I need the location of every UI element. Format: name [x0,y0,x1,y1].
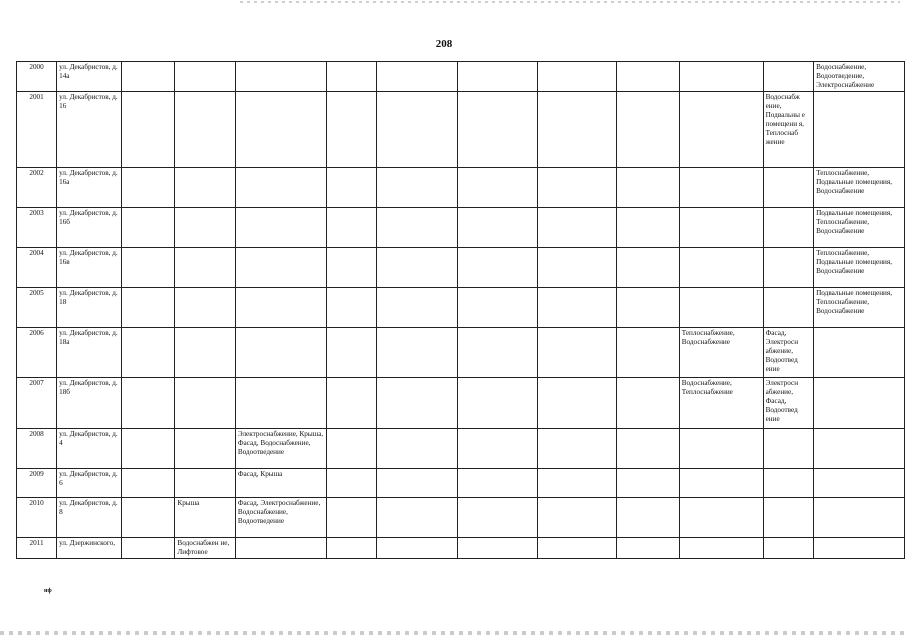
cell-col6 [376,538,457,559]
cell-col8 [538,248,617,288]
cell-col2 [122,208,175,248]
row-number: 2011 [17,538,57,559]
cell-col11: Водоснабж ение, Подвальны е помещени я, Теплоснаб жение [763,92,814,168]
row-number: 2007 [17,378,57,429]
cell-col9 [617,498,680,538]
cell-col12: Теплоснабжение, Подвальные помещения, Водоснабжение [814,248,905,288]
cell-col10 [679,62,763,92]
cell-col11 [763,208,814,248]
cell-col8 [538,92,617,168]
scan-artifact-top [240,1,900,3]
cell-col5 [326,208,376,248]
cell-col4 [235,208,326,248]
cell-col2 [122,328,175,378]
row-number: 2001 [17,92,57,168]
table-row [17,378,905,429]
address-cell: ул. Декабристов, д. 8 [57,498,122,538]
page-number: 208 [435,38,453,50]
cell-col10 [679,469,763,498]
cell-col3 [175,62,235,92]
cell-col10 [679,248,763,288]
table-row [17,328,905,378]
table-row [17,208,905,248]
cell-col8 [538,429,617,469]
cell-col10 [679,208,763,248]
cell-col5 [326,538,376,559]
cell-col11: Фасад, Электросн абжение, Водоотвед ение [763,328,814,378]
cell-col4: Фасад, Электроснабжение, Водоснабжение, Водоотведение [235,498,326,538]
cell-col9 [617,62,680,92]
footer-mark: нф [44,588,52,594]
cell-col12 [814,498,905,538]
cell-col9 [617,168,680,208]
cell-col5 [326,92,376,168]
row-number: 2003 [17,208,57,248]
cell-col6 [376,168,457,208]
cell-col6 [376,469,457,498]
cell-col3 [175,378,235,429]
cell-col5 [326,378,376,429]
cell-col5 [326,469,376,498]
cell-col4: Электроснабжение, Крыша, Фасад, Водоснабжение, Водоотведение [235,429,326,469]
cell-col4 [235,62,326,92]
cell-col3: Водоснабжен ие, Лифтовое [175,538,235,559]
table-row [17,92,905,168]
cell-col10 [679,288,763,328]
cell-col11 [763,248,814,288]
table-row [17,498,905,538]
cell-col3 [175,429,235,469]
cell-col8 [538,62,617,92]
address-cell: ул. Дзержинского, [57,538,122,559]
table-row [17,538,905,559]
cell-col2 [122,469,175,498]
cell-col7 [457,469,538,498]
cell-col8 [538,168,617,208]
address-cell: ул. Декабристов, д. 18а [57,328,122,378]
cell-col7 [457,378,538,429]
cell-col11 [763,429,814,469]
row-number: 2006 [17,328,57,378]
scan-artifact-bottom [0,631,905,635]
cell-col5 [326,328,376,378]
cell-col7 [457,538,538,559]
cell-col11 [763,538,814,559]
table-row [17,469,905,498]
cell-col12: Подвальные помещения, Теплоснабжение, Водоснабжение [814,208,905,248]
row-number: 2000 [17,62,57,92]
cell-col8 [538,469,617,498]
cell-col8 [538,288,617,328]
cell-col6 [376,429,457,469]
cell-col3 [175,168,235,208]
row-number: 2005 [17,288,57,328]
cell-col2 [122,538,175,559]
address-cell: ул. Декабристов, д. 6 [57,469,122,498]
table-row [17,168,905,208]
table-row [17,62,905,92]
cell-col12: Подвальные помещения, Теплоснабжение, Водоснабжение [814,288,905,328]
cell-col4 [235,92,326,168]
cell-col7 [457,328,538,378]
cell-col3 [175,208,235,248]
cell-col11 [763,469,814,498]
cell-col9 [617,288,680,328]
cell-col9 [617,248,680,288]
cell-col12 [814,378,905,429]
cell-col11 [763,498,814,538]
row-number: 2008 [17,429,57,469]
row-number: 2009 [17,469,57,498]
cell-col7 [457,168,538,208]
cell-col12 [814,469,905,498]
table-row [17,429,905,469]
cell-col5 [326,248,376,288]
cell-col10 [679,538,763,559]
cell-col10 [679,498,763,538]
cell-col4 [235,378,326,429]
cell-col3 [175,92,235,168]
cell-col10 [679,429,763,469]
cell-col3 [175,248,235,288]
cell-col5 [326,62,376,92]
row-number: 2010 [17,498,57,538]
cell-col12: Водоснабжение, Водоотведение, Электроснабжение [814,62,905,92]
cell-col8 [538,208,617,248]
cell-col4: Фасад, Крыша [235,469,326,498]
cell-col9 [617,538,680,559]
cell-col3 [175,328,235,378]
cell-col3 [175,469,235,498]
cell-col3: Крыша [175,498,235,538]
cell-col7 [457,62,538,92]
cell-col12 [814,429,905,469]
cell-col6 [376,208,457,248]
table-row [17,248,905,288]
cell-col12 [814,328,905,378]
cell-col4 [235,538,326,559]
cell-col2 [122,248,175,288]
table-row [17,288,905,328]
cell-col8 [538,538,617,559]
cell-col11 [763,62,814,92]
address-cell: ул. Декабристов, д. 18 [57,288,122,328]
cell-col11 [763,288,814,328]
cell-col8 [538,378,617,429]
cell-col9 [617,469,680,498]
row-number: 2002 [17,168,57,208]
cell-col6 [376,288,457,328]
cell-col6 [376,248,457,288]
cell-col9 [617,429,680,469]
cell-col5 [326,168,376,208]
cell-col11: Электросн абжение, Фасад, Водоотвед ение [763,378,814,429]
cell-col10: Теплоснабжение, Водоснабжение [679,328,763,378]
cell-col10: Водоснабжение, Теплоснабжение [679,378,763,429]
cell-col6 [376,498,457,538]
cell-col2 [122,498,175,538]
cell-col5 [326,429,376,469]
cell-col12 [814,538,905,559]
cell-col6 [376,378,457,429]
address-cell: ул. Декабристов, д. 16в [57,248,122,288]
cell-col4 [235,328,326,378]
cell-col7 [457,429,538,469]
cell-col8 [538,498,617,538]
cell-col6 [376,328,457,378]
cell-col7 [457,208,538,248]
address-cell: ул. Декабристов, д. 14а [57,62,122,92]
cell-col7 [457,498,538,538]
address-cell: ул. Декабристов, д. 16б [57,208,122,248]
address-cell: ул. Декабристов, д. 18б [57,378,122,429]
cell-col9 [617,328,680,378]
address-cell: ул. Декабристов, д. 16а [57,168,122,208]
cell-col10 [679,168,763,208]
cell-col2 [122,168,175,208]
cell-col9 [617,92,680,168]
cell-col8 [538,328,617,378]
address-cell: ул. Декабристов, д. 16 [57,92,122,168]
cell-col6 [376,92,457,168]
cell-col2 [122,288,175,328]
cell-col4 [235,168,326,208]
row-number: 2004 [17,248,57,288]
cell-col5 [326,288,376,328]
cell-col4 [235,248,326,288]
cell-col7 [457,248,538,288]
housing-repair-table [16,61,905,559]
cell-col2 [122,92,175,168]
cell-col4 [235,288,326,328]
cell-col12: Теплоснабжение, Подвальные помещения, Водоснабжение [814,168,905,208]
cell-col12 [814,92,905,168]
cell-col9 [617,208,680,248]
cell-col9 [617,378,680,429]
cell-col7 [457,288,538,328]
cell-col2 [122,62,175,92]
cell-col10 [679,92,763,168]
cell-col3 [175,288,235,328]
cell-col5 [326,498,376,538]
cell-col6 [376,62,457,92]
table-body [17,62,905,559]
cell-col11 [763,168,814,208]
address-cell: ул. Декабристов, д. 4 [57,429,122,469]
cell-col2 [122,378,175,429]
cell-col7 [457,92,538,168]
cell-col2 [122,429,175,469]
